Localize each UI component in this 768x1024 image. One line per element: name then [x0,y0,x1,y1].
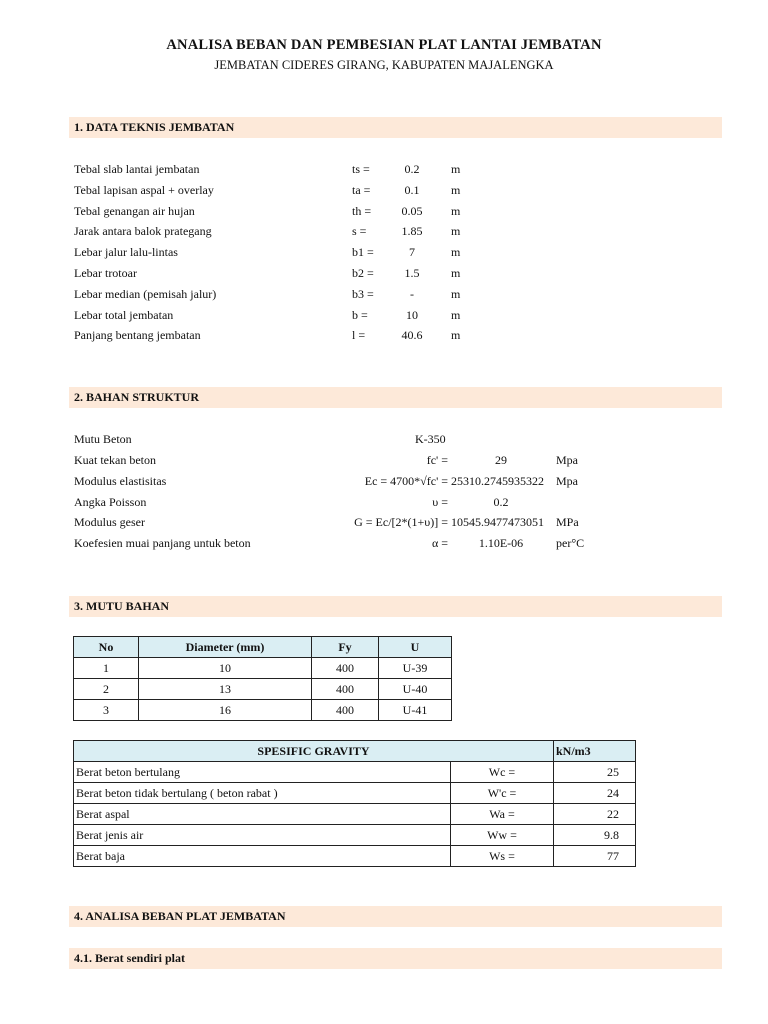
table-cell: 13 [139,679,312,700]
material-label: Koefesien muai panjang untuk beton [74,536,251,551]
data-value: 0.2 [404,162,420,176]
table-cell: U-41 [379,700,452,721]
data-value: 7 [409,245,415,260]
data-label: Jarak antara balok prategang [74,224,212,239]
table-row [74,825,636,846]
table-cell: 400 [312,658,379,679]
data-unit: m [451,245,461,260]
material-unit: Mpa [556,453,578,467]
table-cell: 16 [139,700,312,721]
material-label: Modulus geser [74,515,145,530]
section-3-band [69,596,722,617]
gravity-unit-header: kN/m3 [554,741,636,762]
data-unit: m [451,162,461,176]
gravity-header: SPESIFIC GRAVITY [74,741,554,762]
gravity-symbol: Ww = [451,825,554,846]
table-row [74,783,636,804]
data-label: Tebal slab lantai jembatan [74,162,200,176]
data-value: 40.6 [401,328,423,343]
data-unit: m [451,203,461,218]
material-label: Angka Poisson [74,494,147,509]
data-unit: m [451,182,461,197]
data-label: Tebal lapisan aspal + overlay [74,182,214,197]
data-symbol: b = [352,307,368,322]
material-unit: per°C [556,536,585,551]
rebar-header-diameter: Diameter (mm) [139,637,312,658]
section-4-band [69,906,722,927]
gravity-label: Berat beton bertulang [74,762,451,783]
table-row [74,846,636,867]
data-label: Panjang bentang jembatan [74,328,201,343]
section-1-heading: 1. DATA TEKNIS JEMBATAN [74,120,235,134]
data-value: 1.5 [404,266,420,280]
data-symbol: s = [352,224,367,239]
gravity-symbol: Wa = [451,804,554,825]
material-value: 0.2 [493,494,509,509]
gravity-symbol: W'c = [451,783,554,804]
material-formula: fc' = [426,453,448,467]
rebar-header-fy: Fy [312,637,379,658]
mutu-beton-value: K-350 [415,432,446,446]
gravity-label: Berat aspal [74,804,451,825]
mutu-beton-label: Mutu Beton [74,432,132,446]
data-label: Lebar median (pemisah jalur) [74,286,217,301]
table-row [74,679,452,700]
material-value: 10545.9477473051 [451,515,544,530]
gravity-symbol: Ws = [451,846,554,867]
gravity-value: 77 [554,846,636,867]
material-value: 25310.2745935322 [451,473,544,488]
gravity-label: Berat baja [74,846,451,867]
table-cell: U-40 [379,679,452,700]
table-cell: 1 [74,658,139,679]
data-symbol: b2 = [352,266,374,280]
material-formula: α = [431,536,448,551]
data-symbol: b1 = [352,245,374,260]
data-label: Lebar total jembatan [74,307,174,322]
table-row [74,804,636,825]
gravity-label: Berat jenis air [74,825,451,846]
gravity-label: Berat beton tidak bertulang ( beton rabat ) [74,783,451,804]
rebar-header-no: No [74,637,139,658]
rebar-header-u: U [379,637,452,658]
table-cell: 3 [74,700,139,721]
section-3-heading: 3. MUTU BAHAN [74,599,169,613]
data-unit: m [451,224,461,239]
specific-gravity-table [73,740,636,867]
data-label: Lebar jalur lalu-lintas [74,245,178,260]
table-cell: 400 [312,679,379,700]
table-row [74,658,452,679]
page-subtitle: JEMBATAN CIDERES GIRANG, KABUPATEN MAJALENGKA [214,58,554,72]
rebar-table [73,636,452,721]
data-symbol: l = [352,328,366,343]
gravity-value: 25 [554,762,636,783]
material-unit: MPa [556,515,579,530]
material-formula: υ = [432,494,448,509]
section-4-heading: 4. ANALISA BEBAN PLAT JEMBATAN [74,909,286,923]
section-2-band [69,387,722,408]
table-cell: 400 [312,700,379,721]
section-4-1-heading: 4.1. Berat sendiri plat [74,951,185,965]
table-row [74,700,452,721]
gravity-value: 9.8 [554,825,636,846]
section-4-1-band [69,948,722,969]
gravity-value: 24 [554,783,636,804]
material-label: Kuat tekan beton [74,453,156,467]
material-value: 1.10E-06 [478,536,524,551]
section-2-heading: 2. BAHAN STRUKTUR [74,390,200,404]
data-value: 10 [406,307,418,322]
material-unit: Mpa [556,473,578,488]
data-symbol: th = [352,203,372,218]
data-value: 0.1 [404,182,420,197]
table-cell: U-39 [379,658,452,679]
gravity-symbol: Wc = [451,762,554,783]
material-formula: G = Ec/[2*(1+υ)] = [354,515,448,530]
data-value: 1.85 [401,224,423,239]
data-symbol: ts = [352,162,370,176]
data-unit: m [451,328,461,343]
material-formula: Ec = 4700*√fc' = [364,473,448,488]
page-title: ANALISA BEBAN DAN PEMBESIAN PLAT LANTAI JEMBATAN [166,37,602,53]
data-unit: m [451,286,461,301]
data-label: Lebar trotoar [74,266,137,280]
data-value: 0.05 [401,203,423,218]
gravity-value: 22 [554,804,636,825]
data-label: Tebal genangan air hujan [74,203,195,218]
data-symbol: b3 = [352,286,374,301]
data-unit: m [451,266,461,280]
table-cell: 10 [139,658,312,679]
data-unit: m [451,307,461,322]
material-value: 29 [495,453,507,467]
table-row [74,762,636,783]
section-1-band [69,117,722,138]
material-label: Modulus elastisitas [74,473,167,488]
table-cell: 2 [74,679,139,700]
data-symbol: ta = [352,182,371,197]
data-value: - [410,286,414,301]
